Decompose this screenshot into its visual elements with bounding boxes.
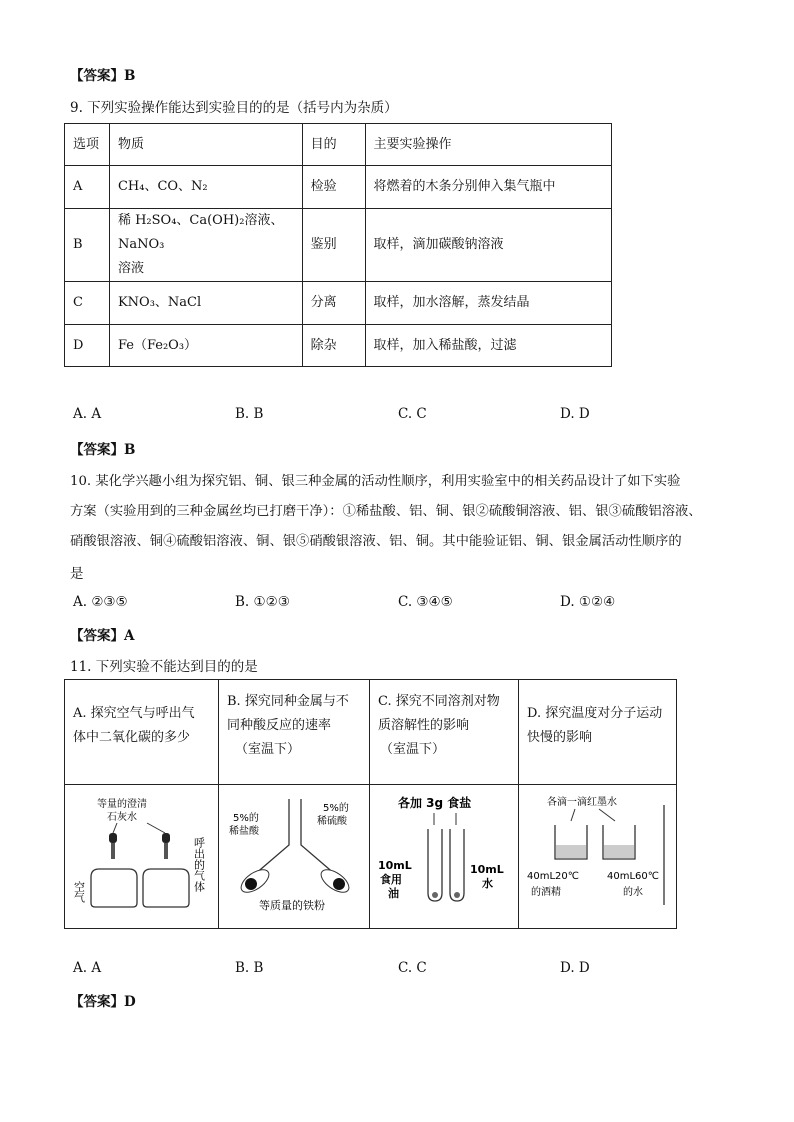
q9-choice-b[interactable]: B. B [235,406,264,422]
fig-c-label: 10mL [470,863,504,876]
q10-choice-a[interactable]: A. ②③⑤ [73,594,128,610]
liquid-icon [556,845,586,858]
cell-c-text [370,680,519,785]
fig-b-label-bottom: 等质量的铁粉 [259,899,325,912]
iron-powder-icon [245,878,257,890]
q9-choice-d[interactable]: D. D [560,406,590,422]
question-10-line-1: 10. 某化学兴趣小组为探究铝、铜、银三种金属的活动性顺序，利用实验室中的相关药品设计了如下实验 [70,474,681,489]
cell-b-text [219,680,370,785]
figure-b-y-tube [219,785,369,919]
cell-line: 同种酸反应的速率 [227,718,332,733]
fig-d-label-top: 各滴一滴红墨水 [547,797,617,808]
cell-a-figure [65,785,219,929]
fig-d-label: 的酒精 [531,887,561,898]
cell-a-text [65,680,219,785]
cell-c-figure [370,785,519,929]
salt-icon [432,892,438,898]
q9-choice-a[interactable]: A. A [73,406,102,422]
table-row [65,282,612,325]
fig-c-label: 油 [388,887,399,900]
fig-d-pointer [571,809,575,821]
dropper-bulb-icon [109,833,117,843]
q11-choice-c[interactable]: C. C [398,960,427,976]
test-tube-icon [428,829,442,901]
fig-b-label: 5%的 [323,803,349,814]
question-9-stem: 9. 下列实验操作能达到实验目的的是（括号内为杂质） [70,100,398,116]
answer-q11: 【答案】D [70,994,136,1010]
substance-line-1: 稀 H₂SO₄、Ca(OH)₂溶液、NaNO₃ [117,213,284,252]
cell-line: B. 探究同种金属与不 [227,694,349,709]
figure-d-beakers [519,785,676,919]
substance-line-2: 溶液 [117,261,144,276]
answer-q9: 【答案】B [70,442,136,458]
cell-line: 体中二氧化碳的多少 [73,730,191,745]
q11-choice-a[interactable]: A. A [73,960,102,976]
fig-b-label: 稀硫酸 [317,816,347,827]
fig-c-label: 10mL [378,859,412,872]
q10-choice-c[interactable]: C. ③④⑤ [398,594,453,610]
cell-line: 快慢的影响 [527,730,593,745]
header-option: 选项 [65,124,110,166]
dropper-bulb-icon [162,833,170,843]
table-header-row [65,124,612,166]
fig-b-label: 稀盐酸 [229,826,259,837]
row-substance [109,209,302,282]
figure-a-limewater-bottles [65,785,218,919]
question-11-table [64,679,677,929]
question-11-stem: 11. 下列实验不能达到目的的是 [70,659,258,675]
question-10-line-3: 硝酸银溶液、铜④硫酸铝溶液、铜、银⑤硝酸银溶液、铝、铜。其中能验证铝、铜、银金属活动性顺序的 [70,534,682,549]
fig-a-label-top2: 石灰水 [107,812,137,823]
iron-powder-icon [333,878,345,890]
cell-line: 质溶解性的影响 [378,718,470,733]
fig-a-label-air: 空气 [72,881,86,903]
fig-c-label-top: 各加 3g 食盐 [398,796,472,810]
row-substance: Fe（Fe₂O₃） [109,325,302,367]
fig-d-label: 40mL60℃ [607,871,659,882]
answer-q10: 【答案】A [70,628,135,644]
table-row [65,680,677,785]
bottle-icon [91,869,137,907]
question-10-line-2: 方案（实验用到的三种金属丝均已打磨干净）：①稀盐酸、铝、铜、银②硫酸铜溶液、铝、银③硫酸铝溶液、 [70,504,702,519]
q10-choice-b[interactable]: B. ①②③ [235,594,290,610]
q9-choice-c[interactable]: C. C [398,406,427,422]
q11-choice-d[interactable]: D. D [560,960,590,976]
dropper-tube-icon [111,843,115,859]
row-purpose: 分离 [302,282,365,325]
fig-b-label: 5%的 [233,813,259,824]
salt-icon [454,892,460,898]
header-substance: 物质 [109,124,302,166]
header-operation: 主要实验操作 [365,124,611,166]
row-purpose: 检验 [302,166,365,209]
fig-a-pointer [113,823,117,833]
dropper-tube-icon [164,843,168,859]
cell-d-text [519,680,677,785]
row-substance: CH₄、CO、N₂ [109,166,302,209]
answer-q8: 【答案】B [70,68,136,84]
cell-line: C. 探究不同溶剂对物 [378,694,500,709]
fig-d-pointer [599,809,615,821]
row-purpose: 除杂 [302,325,365,367]
row-substance: KNO₃、NaCl [109,282,302,325]
fig-a-pointer [147,823,165,833]
row-operation: 取样，滴加碳酸钠溶液 [365,209,611,282]
table-row [65,785,677,929]
liquid-icon [604,845,634,858]
row-operation: 取样，加入稀盐酸，过滤 [365,325,611,367]
row-purpose: 鉴别 [302,209,365,282]
fig-a-label-exhaled: 呼出的气体 [192,837,206,892]
question-10-line-4: 是 [70,566,84,582]
row-option: C [65,282,110,325]
fig-d-label: 40mL20℃ [527,871,579,882]
cell-line: A. 探究空气与呼出气 [73,706,195,721]
q11-choice-b[interactable]: B. B [235,960,264,976]
bottle-icon [143,869,189,907]
cell-b-figure [219,785,370,929]
table-row [65,209,612,282]
fig-c-label: 水 [482,877,493,890]
question-9-table [64,123,612,367]
row-operation: 取样，加水溶解，蒸发结晶 [365,282,611,325]
q10-choice-d[interactable]: D. ①②④ [560,594,616,610]
cell-line: （室温下） [235,742,301,757]
figure-c-test-tubes [370,785,518,919]
row-option: B [65,209,110,282]
cell-d-figure [519,785,677,929]
fig-a-label-top: 等量的澄清 [97,799,147,810]
header-purpose: 目的 [302,124,365,166]
test-tube-icon [450,829,464,901]
cell-line: D. 探究温度对分子运动 [527,706,663,721]
row-option: A [65,166,110,209]
cell-line: （室温下） [380,742,446,757]
row-operation: 将燃着的木条分别伸入集气瓶中 [365,166,611,209]
row-option: D [65,325,110,367]
fig-c-label: 食用 [380,873,402,886]
fig-d-label: 的水 [623,887,643,898]
table-row [65,325,612,367]
table-row [65,166,612,209]
